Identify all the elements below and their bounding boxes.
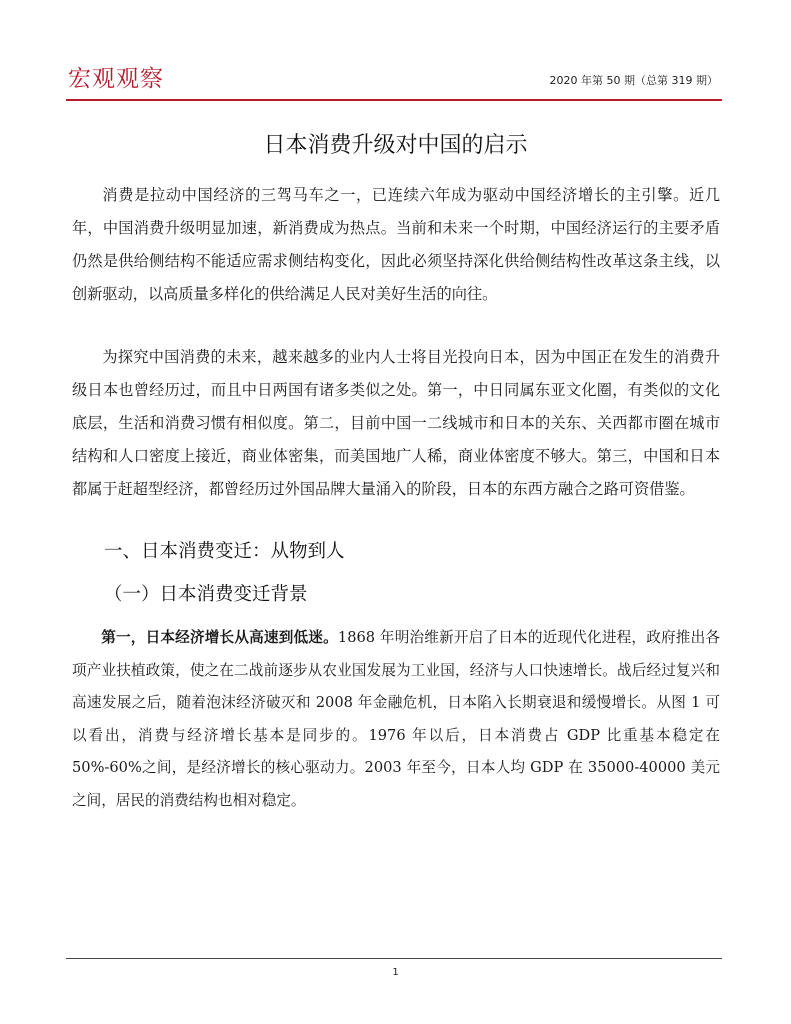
subsection-heading: （一）日本消费变迁背景 — [104, 584, 308, 605]
footer-divider — [66, 958, 722, 959]
paragraph-economy — [72, 622, 720, 817]
page-header — [66, 64, 722, 100]
header-divider — [66, 99, 722, 101]
paragraph-lead: 第一，日本经济增长从高速到低迷。 — [101, 629, 338, 646]
issue-number: 2020 年第 50 期（总第 319 期） — [549, 74, 718, 87]
section-heading: 一、日本消费变迁：从物到人 — [104, 541, 345, 562]
paragraph-intro: 消费是拉动中国经济的三驾马车之一，已连续六年成为驱动中国经济增长的主引擎。近几年，中国消费升级明显加速，新消费成为热点。当前和未来一个时期，中国经济运行的主要矛盾仍然是供给侧结构不能适应需求侧结构变化，因此必须坚持深化供给侧结构性改革这条主线，以创新驱动，以高质量多样化的供给满足人民对美好生活的向往。 — [72, 186, 720, 303]
article-title: 日本消费升级对中国的启示 — [263, 133, 528, 158]
page-number: 1 — [392, 967, 399, 978]
paragraph-body: 1868 年明治维新开启了日本的近现代化进程，政府推出各项产业扶植政策，使之在二战前逐步从农业国发展为工业国，经济与人口快速增长。战后经过复兴和高速发展之后，随着泡沫经济破灭和 2008 年金融危机，日本陷入长期衰退和缓慢增长。从图 1 可以看出，消费与经济增长基本是同步的。1976 年以后，日本消费占 GDP 比重基本稳定在 50%-60%之间，是经济增长的核心驱动力。2003 年至今，日本人均 GDP 在 35000-40000 美元之间，居民的消费结构也相对稳定。 — [72, 629, 720, 809]
publication-brand: 宏观观察 — [68, 66, 164, 92]
paragraph-background: 为探究中国消费的未来，越来越多的业内人士将目光投向日本，因为中国正在发生的消费升级日本也曾经历过，而且中日两国有诸多类似之处。第一，中日同属东亚文化圈，有类似的文化底层，生活和消费习惯有相似度。第二，目前中国一二线城市和日本的关东、关西都市圈在城市结构和人口密度上接近，商业体密集，而美国地广人稀，商业体密度不够大。第三，中国和日本都属于赶超型经济，都曾经历过外国品牌大量涌入的阶段，日本的东西方融合之路可资借鉴。 — [72, 348, 720, 498]
